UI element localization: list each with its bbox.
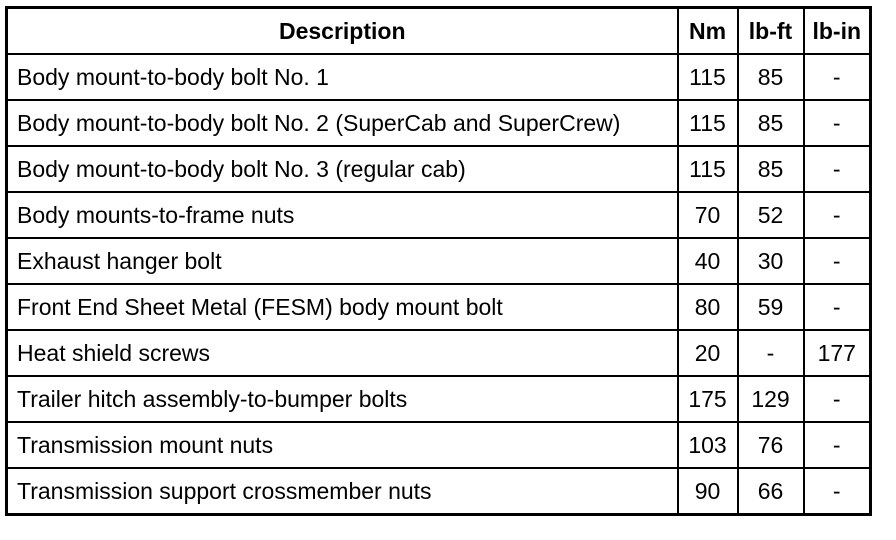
cell-lb-ft: 129 [738, 376, 804, 422]
cell-description: Heat shield screws [7, 330, 678, 376]
cell-lb-in: - [804, 376, 871, 422]
table-row [7, 192, 871, 238]
cell-lb-in: 177 [804, 330, 871, 376]
cell-nm: 90 [678, 468, 738, 515]
torque-spec-table [5, 6, 872, 516]
cell-lb-in: - [804, 468, 871, 515]
header-lb-ft: lb-ft [738, 8, 804, 55]
cell-description: Transmission support crossmember nuts [7, 468, 678, 515]
cell-lb-ft: 76 [738, 422, 804, 468]
header-description: Description [7, 8, 678, 55]
table-row [7, 284, 871, 330]
cell-nm: 115 [678, 146, 738, 192]
cell-nm: 80 [678, 284, 738, 330]
table-row [7, 146, 871, 192]
cell-nm: 40 [678, 238, 738, 284]
table-row [7, 238, 871, 284]
cell-lb-ft: 52 [738, 192, 804, 238]
cell-nm: 103 [678, 422, 738, 468]
cell-description: Body mount-to-body bolt No. 3 (regular cab) [7, 146, 678, 192]
cell-nm: 115 [678, 100, 738, 146]
table-row [7, 54, 871, 100]
cell-lb-in: - [804, 284, 871, 330]
table-row [7, 422, 871, 468]
cell-lb-ft: 85 [738, 100, 804, 146]
cell-description: Trailer hitch assembly-to-bumper bolts [7, 376, 678, 422]
cell-description: Body mount-to-body bolt No. 1 [7, 54, 678, 100]
header-nm: Nm [678, 8, 738, 55]
cell-lb-ft: 66 [738, 468, 804, 515]
cell-description: Front End Sheet Metal (FESM) body mount bolt [7, 284, 678, 330]
table-row [7, 376, 871, 422]
cell-description: Exhaust hanger bolt [7, 238, 678, 284]
cell-nm: 115 [678, 54, 738, 100]
cell-nm: 20 [678, 330, 738, 376]
cell-lb-in: - [804, 192, 871, 238]
cell-description: Body mounts-to-frame nuts [7, 192, 678, 238]
table-body [7, 54, 871, 515]
cell-lb-ft: 85 [738, 54, 804, 100]
cell-lb-ft: 30 [738, 238, 804, 284]
header-row [7, 8, 871, 55]
table-row [7, 468, 871, 515]
cell-lb-in: - [804, 238, 871, 284]
table-row [7, 100, 871, 146]
cell-description: Transmission mount nuts [7, 422, 678, 468]
cell-lb-in: - [804, 100, 871, 146]
cell-nm: 70 [678, 192, 738, 238]
cell-lb-ft: 59 [738, 284, 804, 330]
cell-description: Body mount-to-body bolt No. 2 (SuperCab and SuperCrew) [7, 100, 678, 146]
header-lb-in: lb-in [804, 8, 871, 55]
cell-lb-in: - [804, 146, 871, 192]
cell-lb-in: - [804, 422, 871, 468]
cell-nm: 175 [678, 376, 738, 422]
cell-lb-ft: 85 [738, 146, 804, 192]
table-header [7, 8, 871, 55]
cell-lb-in: - [804, 54, 871, 100]
table-row [7, 330, 871, 376]
cell-lb-ft: - [738, 330, 804, 376]
